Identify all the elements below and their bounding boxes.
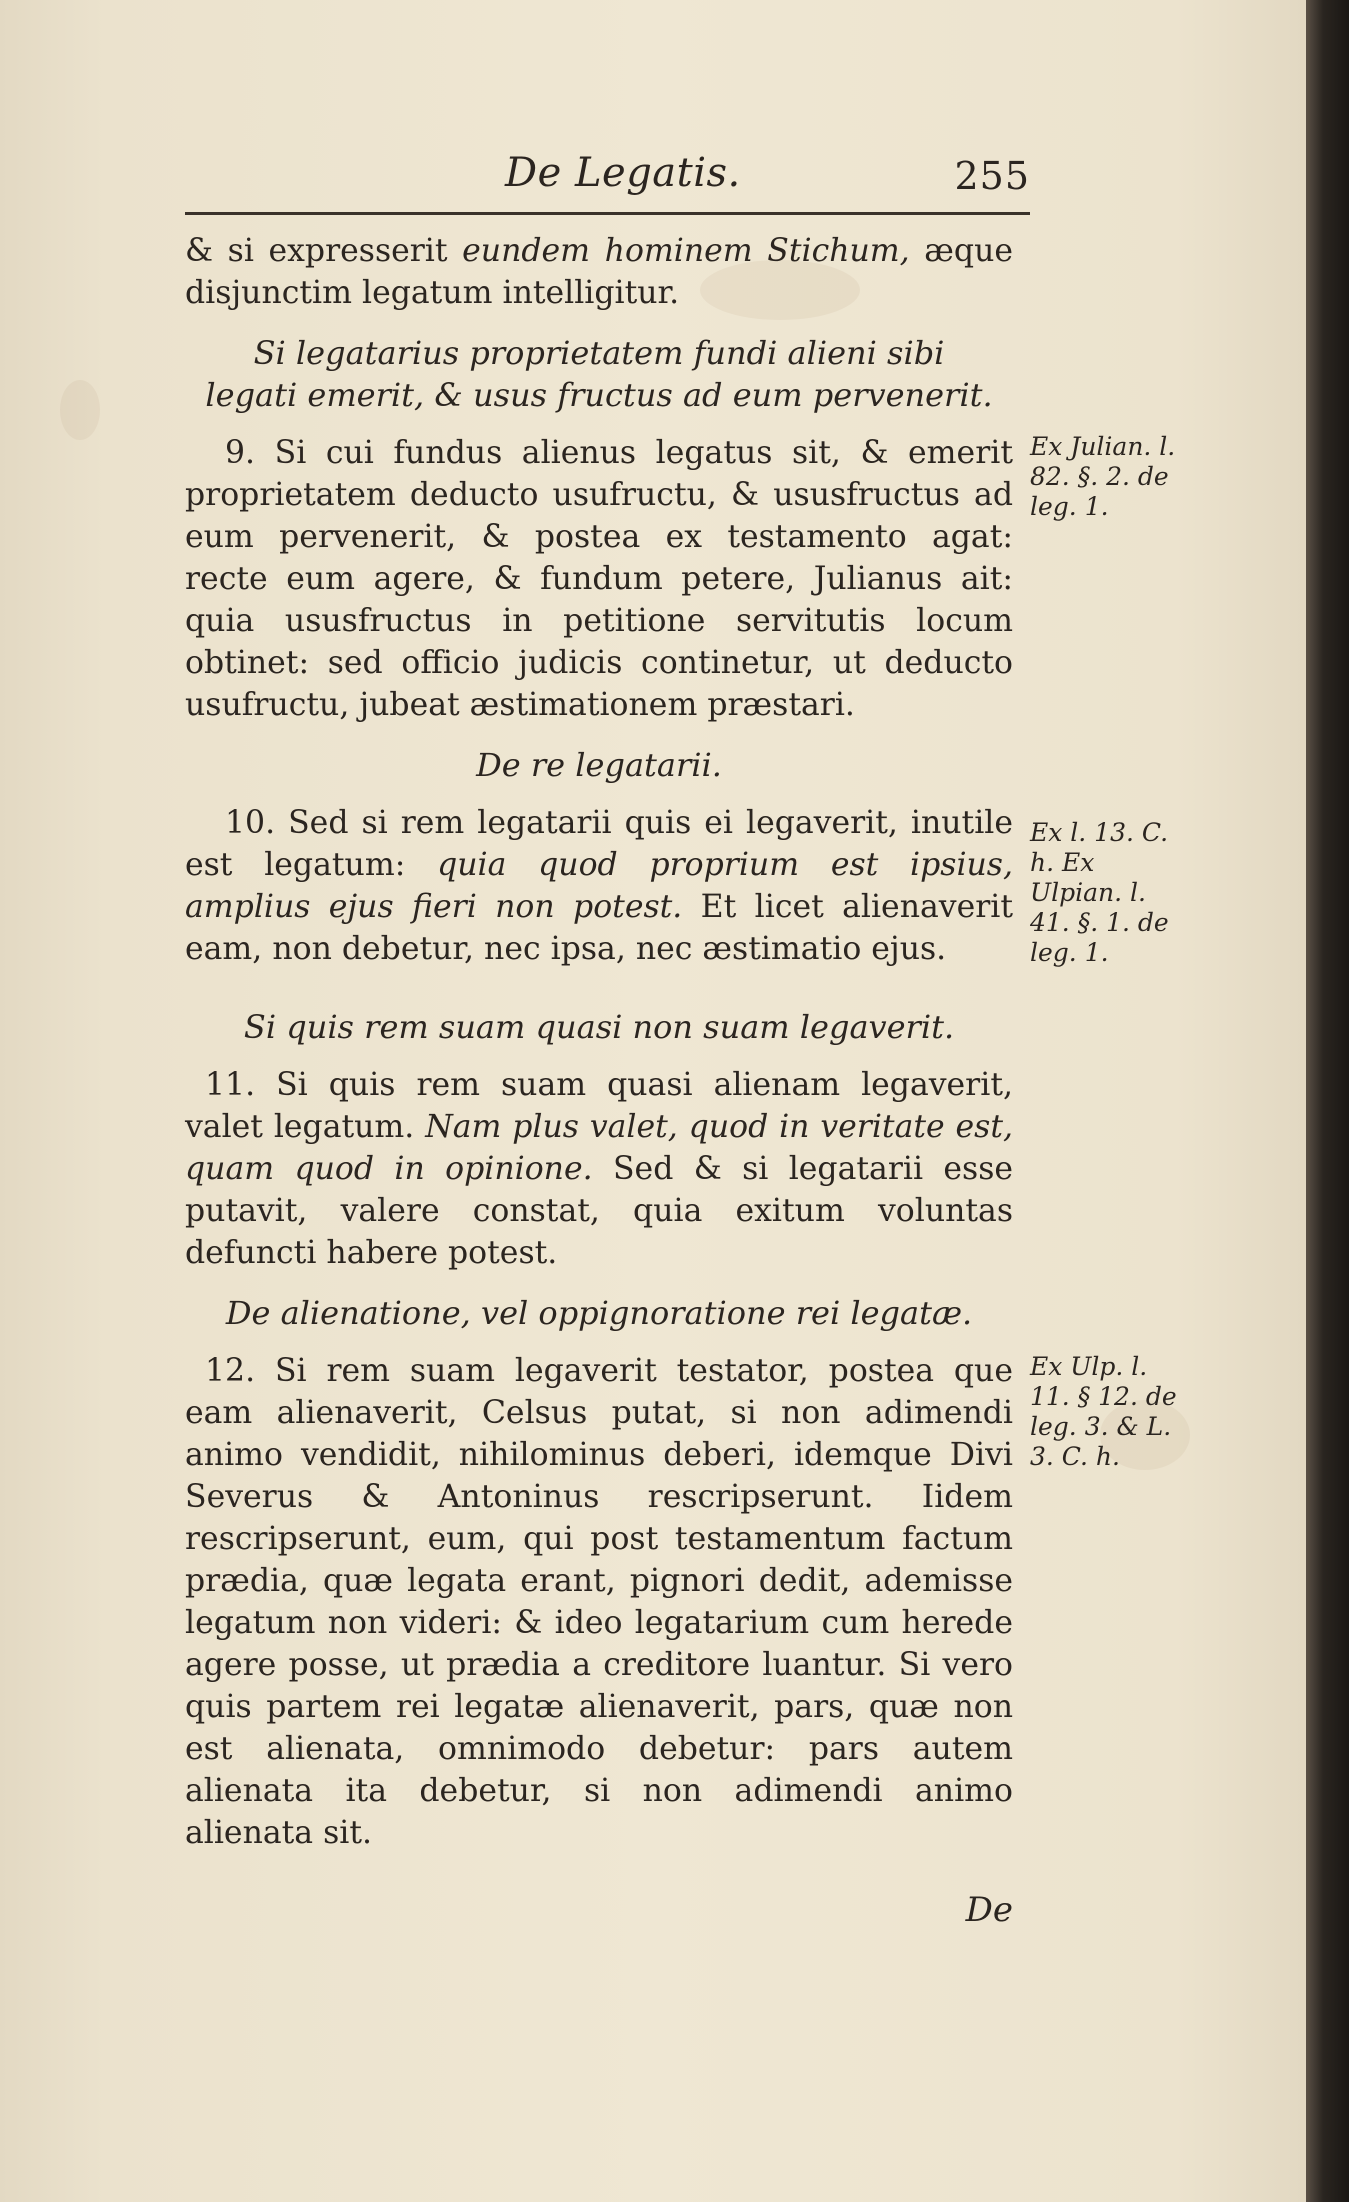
section-heading: De re legatarii.: [476, 746, 722, 784]
catchword: De: [965, 1890, 1013, 1930]
section-heading: Si legatarius proprietatem fundi alieni sibi legati emerit, & usus fructus ad eum pervenerit.: [205, 334, 993, 414]
book-spine: [1306, 0, 1349, 2202]
paragraph-10: 10. Sed si rem legatarii quis ei legaverit, inutile est legatum: quia quod proprium est ipsius, amplius ejus fieri non potest. Et licet alienaverit eam, non debetur, nec ipsa, nec æstimatio ejus.: [185, 805, 1013, 967]
page-body: [185, 230, 1013, 1854]
margin-note: Ex Julian. l. 82. §. 2. de leg. 1.: [1030, 432, 1176, 521]
running-title: De Legatis.: [505, 150, 741, 196]
margin-note: Ex l. 13. C. h. Ex Ulpian. l. 41. §. 1. de leg. 1.: [1030, 818, 1169, 967]
paragraph-9: 9. Si cui fundus alienus legatus sit, & emerit proprietatem deducto usufructu, & ususfructus ad eum pervenerit, & postea ex testamento agat: recte eum agere, & fundum petere, Julianus ait: quia ususfructus in petitione servitutis locum obtinet: sed officio judicis continetur, ut deducto usufructu, jubeat æstimationem præstari.: [185, 435, 1013, 723]
paper-stain: [60, 380, 100, 440]
paragraph-11: 11. Si quis rem suam quasi alienam legaverit, valet legatum. Nam plus valet, quod in veritate est, quam quod in opinione. Sed & si legatarii esse putavit, valere constat, quia exitum voluntas defuncti habere potest.: [185, 1067, 1013, 1271]
section-heading: De alienatione, vel oppignoratione rei legatæ.: [225, 1294, 973, 1332]
paragraph-continuation: & si expresserit eundem hominem Stichum, æque disjunctim legatum intelligitur.: [185, 233, 1014, 311]
header-rule: [185, 212, 1030, 215]
section-heading: Si quis rem suam quasi non suam legaverit.: [243, 1008, 955, 1046]
page-number: 255: [954, 154, 1030, 198]
margin-note: Ex Ulp. l. 11. § 12. de leg. 3. & L. 3. C. h.: [1030, 1352, 1177, 1471]
paragraph-12: 12. Si rem suam legaverit testator, postea que eam alienaverit, Celsus putat, si non adimendi animo vendidit, nihilominus deberi, idemque Divi Severus & Antoninus rescripserunt. Iidem rescripserunt, eum, qui post testamentum factum prædia, quæ legata erant, pignori dedit, ademisse legatum non videri: & ideo legatarium cum herede agere posse, ut prædia a creditore luantur. Si vero quis partem rei legatæ alienaverit, pars, quæ non est alienata, omnimodo debetur: pars autem alienata ita debetur, si non adimendi animo alienata sit.: [185, 1353, 1013, 1851]
page-header: [185, 150, 1030, 210]
